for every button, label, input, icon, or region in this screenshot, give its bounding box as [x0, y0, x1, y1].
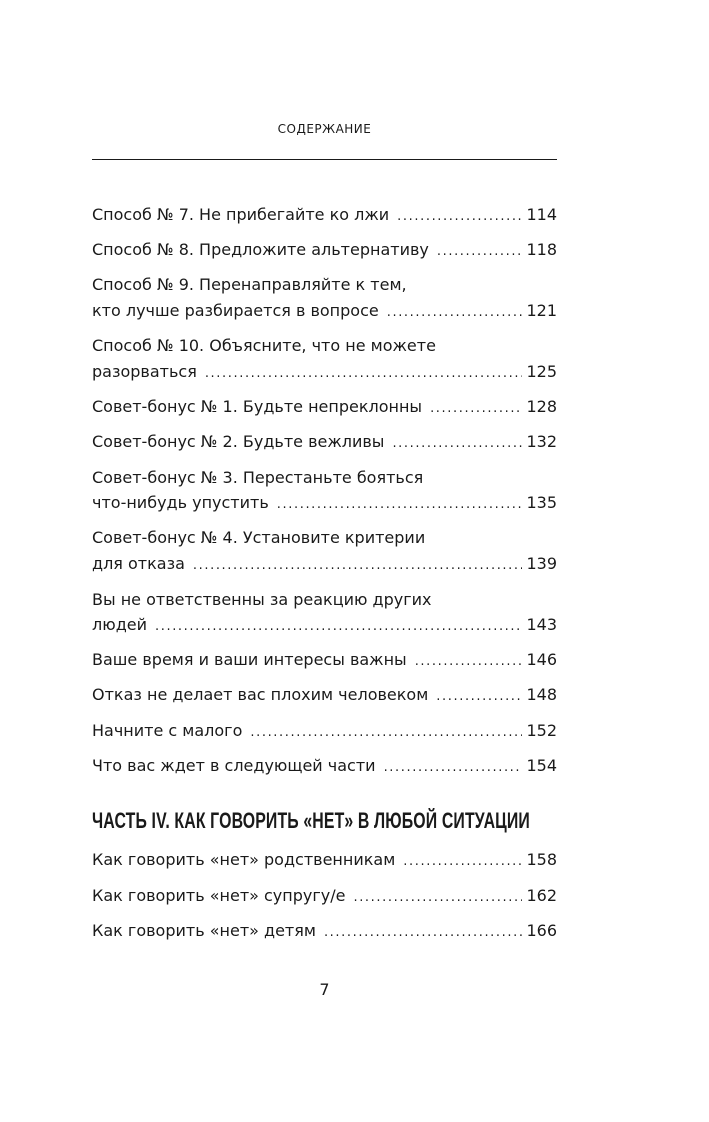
toc-entry-bonus-4-line-2	[92, 552, 557, 576]
running-header: СОДЕРЖАНИЕ	[277, 122, 372, 136]
toc-leader-dots	[193, 554, 523, 578]
toc-entry-responsibility-line-1	[92, 588, 557, 612]
toc-leader-dots	[384, 756, 523, 780]
toc-leader-dots	[397, 205, 522, 229]
toc-leader-dots	[353, 886, 522, 910]
toc-leader-dots	[436, 685, 522, 709]
toc-entry-page: 146	[526, 650, 557, 669]
page-number: 7	[319, 980, 330, 999]
toc-leader-dots	[392, 432, 522, 456]
toc-entry-title: кто лучше разбирается в вопросе	[92, 301, 379, 320]
toc-entry-responsibility-line-2	[92, 613, 557, 637]
toc-entry-bonus-3-line-2	[92, 491, 557, 515]
toc-entry-bonus-2	[92, 430, 557, 454]
toc-entry-title: Ваше время и ваши интересы важны	[92, 650, 407, 669]
toc-entry-title: для отказа	[92, 554, 185, 573]
toc-entry-title: что-нибудь упустить	[92, 493, 269, 512]
toc-entry-page: 152	[526, 721, 557, 740]
toc-entry-next-part	[92, 754, 557, 778]
toc-entry-bonus-4-line-1	[92, 526, 557, 550]
toc-entry-title: Способ № 7. Не прибегайте ко лжи	[92, 205, 390, 224]
toc-leader-dots	[430, 397, 522, 421]
toc-entry-start-small	[92, 719, 557, 743]
toc-entry-10-line-2	[92, 360, 557, 384]
toc-entry-time	[92, 648, 557, 672]
toc-leader-dots	[437, 240, 523, 264]
toc-entry-title: Совет-бонус № 1. Будьте непреклонны	[92, 397, 423, 416]
toc-entry-title: Начните с малого	[92, 721, 243, 740]
toc-entry-title: Способ № 10. Объясните, что не можете	[92, 336, 436, 355]
toc-entry-page: 162	[526, 886, 557, 905]
toc-entry-page: 148	[526, 685, 557, 704]
header-rule	[92, 159, 557, 160]
toc-entry-7	[92, 203, 557, 227]
toc-entry-page: 143	[526, 615, 557, 634]
toc-entry-spouse	[92, 884, 557, 908]
toc-leader-dots	[415, 650, 523, 674]
toc-entry-title: людей	[92, 615, 147, 634]
toc-entry-title: Способ № 8. Предложите альтернативу	[92, 240, 429, 259]
toc-entry-title: Совет-бонус № 3. Перестаньте бояться	[92, 468, 424, 487]
toc-entry-page: 118	[526, 240, 557, 259]
toc-entry-title: Как говорить «нет» супругу/е	[92, 886, 346, 905]
toc-entry-8	[92, 238, 557, 262]
toc-entry-page: 158	[526, 850, 557, 869]
toc-entry-bonus-1	[92, 395, 557, 419]
toc-entry-refusal	[92, 683, 557, 707]
toc-entry-page: 166	[526, 921, 557, 940]
toc-entry-title: Как говорить «нет» детям	[92, 921, 316, 940]
toc-entry-9-line-1	[92, 273, 557, 297]
toc-leader-dots	[205, 362, 523, 386]
toc-leader-dots	[250, 721, 522, 745]
section-heading: ЧАСТЬ IV. КАК ГОВОРИТЬ «НЕТ» В ЛЮБОЙ СИТУАЦИИ	[92, 808, 530, 833]
toc-entry-page: 125	[526, 362, 557, 381]
toc-entry-title: Отказ не делает вас плохим человеком	[92, 685, 429, 704]
toc-entry-title: разорваться	[92, 362, 197, 381]
toc-entry-page: 114	[526, 205, 557, 224]
toc-leader-dots	[324, 921, 523, 945]
toc-entry-page: 139	[526, 554, 557, 573]
toc-entry-page: 128	[526, 397, 557, 416]
toc-entry-title: Вы не ответственны за реакцию других	[92, 590, 432, 609]
toc-leader-dots	[403, 850, 522, 874]
toc-leader-dots	[277, 493, 523, 517]
toc-entry-title: Что вас ждет в следующей части	[92, 756, 376, 775]
toc-entry-relatives	[92, 848, 557, 872]
toc-leader-dots	[155, 615, 522, 639]
toc-entry-title: Способ № 9. Перенаправляйте к тем,	[92, 275, 407, 294]
toc-entry-title: Как говорить «нет» родственникам	[92, 850, 396, 869]
toc-entry-title: Совет-бонус № 4. Установите критерии	[92, 528, 426, 547]
toc-entry-children	[92, 919, 557, 943]
toc-entry-page: 121	[526, 301, 557, 320]
toc-entry-page: 132	[526, 432, 557, 451]
toc-entry-9-line-2	[92, 299, 557, 323]
toc-entry-title: Совет-бонус № 2. Будьте вежливы	[92, 432, 385, 451]
toc-entry-page: 135	[526, 493, 557, 512]
toc-entry-bonus-3-line-1	[92, 466, 557, 490]
toc-entry-10-line-1	[92, 334, 557, 358]
toc-leader-dots	[387, 301, 523, 325]
toc-entry-page: 154	[526, 756, 557, 775]
